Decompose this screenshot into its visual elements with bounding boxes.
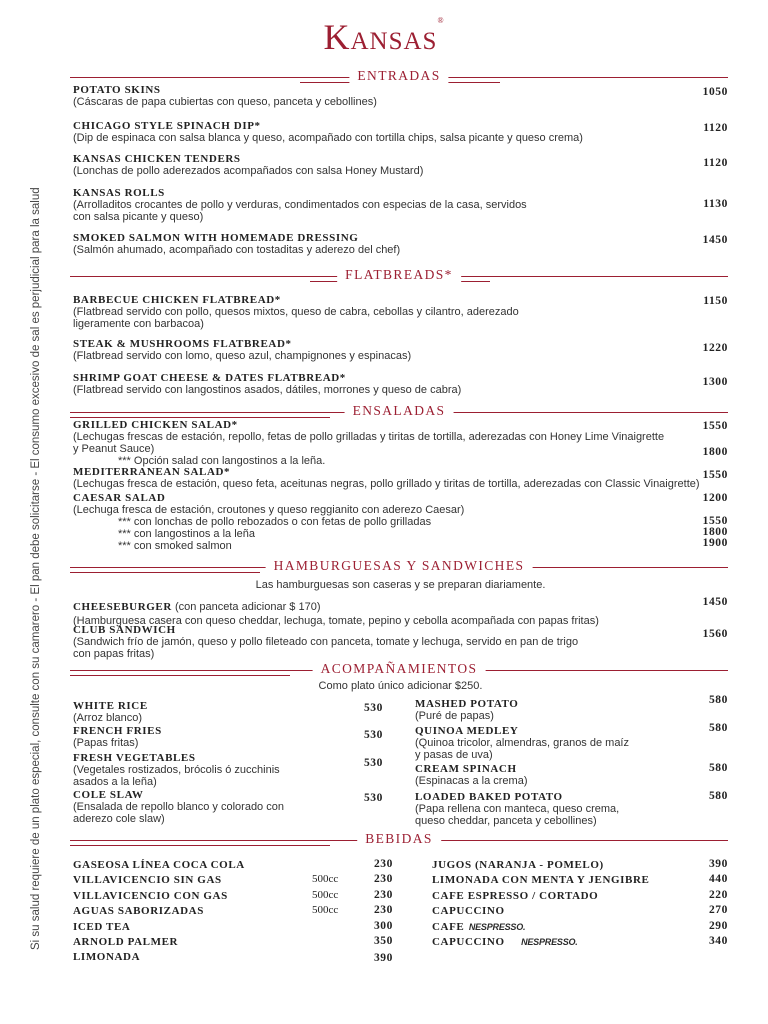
section-title: ENSALADAS [345, 403, 454, 419]
menu-item [73, 84, 683, 108]
item-name: BARBECUE CHICKEN FLATBREAD* [73, 294, 281, 306]
item-name: SHRIMP GOAT CHEESE & DATES FLATBREAD* [73, 372, 346, 384]
item-desc: (Flatbread servido con langostinos asados, dátiles, morrones y queso de cabra) [73, 384, 462, 396]
drink-name: ICED TEA [73, 920, 131, 933]
item-desc: y Peanut Sauce) [73, 443, 155, 455]
item-price: 530 [363, 792, 383, 804]
drink-price: 270 [708, 904, 728, 917]
item-desc: (Lechugas fresca de estación, queso feta, aceitunas negras, pollo grillado y tiritas de tortilla, aderezadas con Classic Vinaigrette) [73, 478, 700, 490]
drink-price: 340 [708, 935, 728, 948]
item-price: 1550 [702, 420, 728, 432]
item-price: 1450 [702, 234, 728, 246]
drink-size: 500cc [312, 873, 339, 886]
item-desc: (Flatbread servido con pollo, quesos mixtos, queso de cabra, cebollas y cilantro, aderezado [73, 306, 519, 318]
item-name: CREAM SPINACH [415, 763, 517, 775]
item-name: KANSAS ROLLS [73, 187, 165, 199]
side-item [73, 789, 333, 825]
option-price: 1800 [702, 446, 728, 458]
drink-price: 290 [708, 919, 728, 932]
drink-price: 300 [373, 919, 393, 932]
item-desc: (Cáscaras de papa cubiertas con queso, panceta y cebollines) [73, 96, 377, 108]
drink-row [432, 872, 728, 887]
nespresso-logo: NESPRESSO. [468, 921, 526, 932]
item-desc: (Ensalada de repollo blanco y colorado con [73, 801, 284, 813]
item-desc: aderezo cole slaw) [73, 813, 165, 825]
drink-name: CAFE [432, 920, 465, 933]
item-name: SMOKED SALMON WITH HOMEMADE DRESSING [73, 232, 359, 244]
item-name: COLE SLAW [73, 789, 144, 801]
menu-item [73, 187, 683, 223]
drink-size: 500cc [312, 888, 339, 901]
drink-name: VILLAVICENCIO SIN GAS [73, 874, 222, 887]
menu-item [73, 624, 683, 660]
menu-item [73, 419, 713, 467]
drinks-right [432, 857, 728, 949]
drink-price: 230 [373, 904, 393, 917]
drink-price: 230 [373, 873, 393, 886]
drink-price: 230 [373, 888, 393, 901]
item-desc: (Lonchas de pollo aderezados acompañados con salsa Honey Mustard) [73, 165, 424, 177]
item-desc: ligeramente con barbacoa) [73, 318, 204, 330]
side-item [73, 725, 313, 749]
side-item [415, 725, 685, 761]
item-name: CHICAGO STYLE SPINACH DIP* [73, 120, 261, 132]
drink-row [73, 903, 393, 918]
item-name: FRENCH FRIES [73, 725, 162, 737]
option-price: 1900 [702, 537, 728, 549]
drink-name: VILLAVICENCIO CON GAS [73, 889, 228, 902]
item-price: 1120 [703, 157, 728, 169]
drink-row [73, 919, 393, 934]
section-subtitle: Como plato único adicionar $250. [318, 680, 483, 692]
side-item [73, 700, 313, 724]
brand-name: Kansas [323, 17, 438, 57]
item-name: CAESAR SALAD [73, 492, 166, 504]
item-price: 580 [708, 694, 728, 706]
item-price: 1550 [702, 469, 728, 481]
drink-name: LIMONADA CON MENTA Y JENGIBRE [432, 874, 650, 887]
section-title: ENTRADAS [349, 68, 448, 84]
drink-row [73, 872, 393, 887]
item-desc: (Salmón ahumado, acompañado con tostaditas y aderezo del chef) [73, 244, 401, 256]
option-price: 1800 [702, 526, 728, 538]
item-note: (con panceta adicionar $ 170) [171, 601, 321, 613]
item-price: 1450 [702, 596, 728, 608]
drink-name: CAPUCCINO [432, 936, 505, 949]
drink-row [73, 857, 393, 872]
drink-price: 230 [373, 858, 393, 870]
side-item [73, 752, 333, 788]
item-price: 1220 [702, 342, 728, 354]
menu-item [73, 372, 683, 396]
item-price: 1300 [702, 376, 728, 388]
item-desc: asados a la leña) [73, 776, 157, 788]
drink-name: JUGOS (NARANJA - POMELO) [432, 859, 604, 871]
drink-price: 390 [373, 952, 393, 965]
item-name: WHITE RICE [73, 700, 148, 712]
drink-size: 500cc [312, 904, 339, 917]
item-desc: (Hamburguesa casera con queso cheddar, lechuga, tomate, pepino y cebolla acompañada con papas fritas) [73, 615, 599, 627]
item-desc: (Espinacas a la crema) [415, 775, 528, 787]
item-price: 1560 [702, 628, 728, 640]
menu-item [73, 153, 683, 177]
item-desc: (Papa rellena con manteca, queso crema, [415, 803, 620, 815]
section-header-flatbreads [70, 267, 728, 283]
item-desc: con papas fritas) [73, 648, 155, 660]
drink-row [432, 934, 728, 949]
item-desc: (Arroz blanco) [73, 712, 143, 724]
section-subtitle: Las hamburguesas son caseras y se preparan diariamente. [255, 579, 546, 591]
item-price: 1200 [702, 492, 728, 504]
item-desc: (Lechugas frescas de estación, repollo, fetas de pollo grilladas y tiritas de tortilla, aderezadas con Honey Lime Vinaigrette [73, 431, 665, 443]
item-price: 1050 [702, 86, 728, 98]
drink-row [73, 934, 393, 949]
menu-item [73, 466, 723, 490]
item-name: POTATO SKINS [73, 84, 161, 96]
item-name: MEDITERRANEAN SALAD* [73, 466, 231, 478]
menu-item [73, 492, 683, 552]
drink-name: LIMONADA [73, 951, 141, 964]
drink-row [432, 903, 728, 918]
drink-row [73, 949, 393, 964]
item-name: KANSAS CHICKEN TENDERS [73, 153, 241, 165]
item-desc: y pasas de uva) [415, 749, 493, 761]
item-price: 1120 [703, 122, 728, 134]
brand-logo [0, 16, 768, 58]
item-name: STEAK & MUSHROOMS FLATBREAD* [73, 338, 292, 350]
drink-name: GASEOSA LÍNEA COCA COLA [73, 859, 245, 871]
item-desc: (Quinoa tricolor, almendras, granos de maíz [415, 737, 629, 749]
registered-mark: ® [437, 16, 445, 25]
item-name: CHEESEBURGER [73, 601, 172, 613]
menu-item [73, 294, 683, 330]
drink-row [432, 919, 728, 934]
item-desc: con salsa picante y queso) [73, 211, 204, 223]
item-desc: (Papas fritas) [73, 737, 139, 749]
item-name: LOADED BAKED POTATO [415, 791, 563, 803]
drink-name: CAPUCCINO [432, 905, 505, 918]
item-desc: (Vegetales rostizados, brócolis ó zucchinis [73, 764, 280, 776]
item-price: 580 [708, 762, 728, 774]
section-title: BEBIDAS [357, 831, 441, 847]
section-header-ensaladas [70, 403, 728, 419]
section-header-entradas [70, 68, 728, 84]
item-price: 580 [708, 790, 728, 802]
menu-item [73, 597, 683, 627]
item-desc: (Arrolladitos crocantes de pollo y verduras, condimentados con especias de la casa, servidos [73, 199, 527, 211]
section-title: FLATBREADS* [337, 267, 461, 283]
drink-price: 390 [708, 858, 728, 870]
item-price: 530 [363, 757, 383, 769]
item-desc: (Dip de espinaca con salsa blanca y queso, acompañado con tortilla chips, salsa picante y queso crema) [73, 132, 583, 144]
item-option: *** con smoked salmon [118, 540, 232, 552]
item-desc: (Flatbread servido con lomo, queso azul, champignones y espinacas) [73, 350, 412, 362]
item-desc: queso cheddar, panceta y cebollines) [415, 815, 597, 827]
side-item [415, 698, 675, 722]
drink-name: CAFE ESPRESSO / CORTADO [432, 889, 599, 902]
section-title: HAMBURGUESAS Y SANDWICHES [266, 558, 533, 574]
drink-row [73, 888, 393, 903]
drink-price: 440 [708, 873, 728, 886]
menu-item [73, 232, 683, 256]
section-header-bebidas [70, 831, 728, 847]
item-price: 530 [363, 702, 383, 714]
item-price: 1130 [703, 198, 728, 210]
item-option: *** Opción salad con langostinos a la leña. [118, 455, 326, 467]
item-name: FRESH VEGETABLES [73, 752, 196, 764]
item-price: 580 [708, 722, 728, 734]
item-name: CLUB SANDWICH [73, 624, 176, 636]
section-header-hamburguesas [70, 558, 728, 574]
item-price: 1150 [703, 295, 728, 307]
section-header-acompanamientos [70, 661, 728, 677]
drink-price: 220 [708, 888, 728, 901]
item-desc: (Lechuga fresca de estación, croutones y queso reggianito con aderezo Caesar) [73, 504, 465, 516]
item-desc: (Sandwich frío de jamón, queso y pollo fileteado con panceta, tomate y lechuga, servido en pan de trigo [73, 636, 579, 648]
drink-price: 350 [373, 935, 393, 948]
drinks-left [73, 857, 393, 965]
drink-name: ARNOLD PALMER [73, 936, 179, 949]
item-price: 530 [363, 729, 383, 741]
drink-name: AGUAS SABORIZADAS [73, 905, 204, 918]
menu-item [73, 338, 683, 362]
nespresso-logo: NESPRESSO. [521, 937, 578, 948]
option-price: 1550 [702, 515, 728, 527]
side-item [415, 763, 675, 787]
item-option: *** con langostinos a la leña [118, 528, 255, 540]
drink-row [432, 857, 728, 872]
section-title: ACOMPAÑAMIENTOS [313, 661, 486, 677]
drink-row [432, 888, 728, 903]
item-name: MASHED POTATO [415, 698, 519, 710]
menu-item [73, 120, 683, 144]
side-item [415, 791, 685, 827]
item-option: *** con lonchas de pollo rebozados o con fetas de pollo grilladas [118, 516, 432, 528]
item-name: QUINOA MEDLEY [415, 725, 519, 737]
item-name: GRILLED CHICKEN SALAD* [73, 419, 238, 431]
health-side-note: Si su salud requiere de un plato especial, consulte con su camarero - El pan debe solicitarse - El consumo excesivo de sal es perjudicial para la salud [30, 187, 42, 950]
item-desc: (Puré de papas) [415, 710, 494, 722]
